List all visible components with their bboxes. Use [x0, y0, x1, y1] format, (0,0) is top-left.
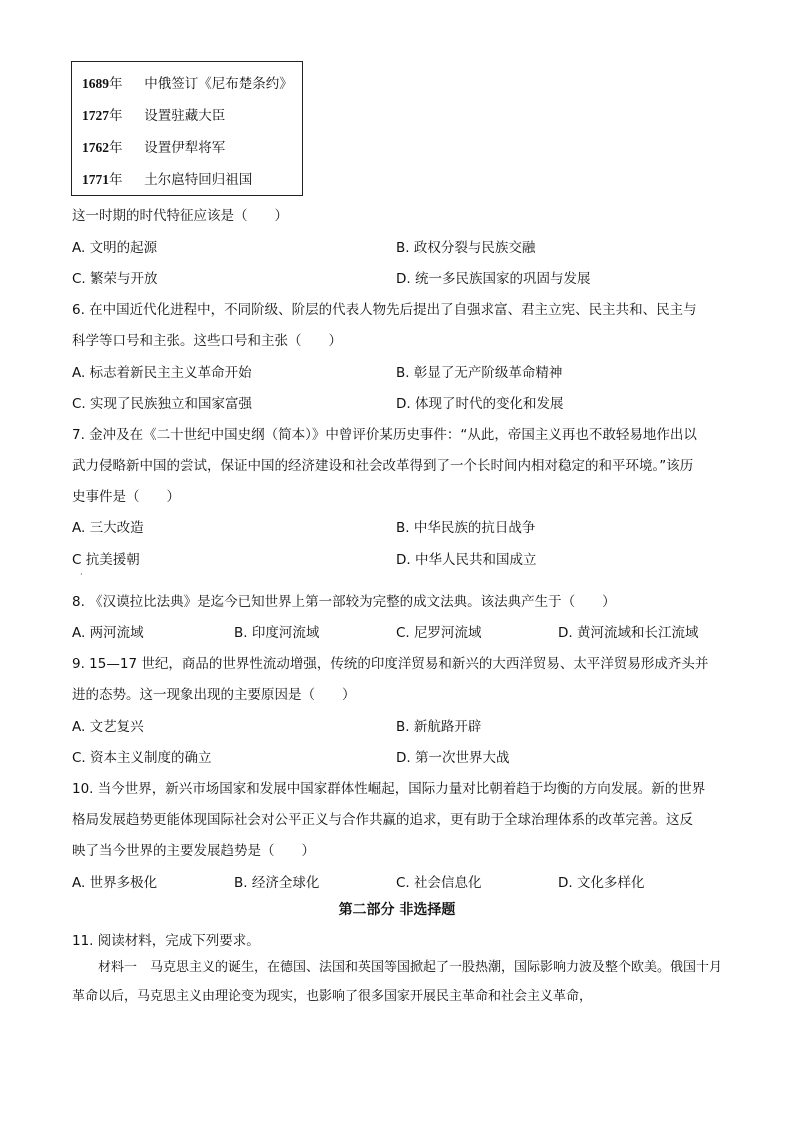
q7-stem-line: 武力侵略新中国的尝试，保证中国的经济建设和社会改革得到了一个长时间内相对稳定的和平环境。”该历: [72, 458, 694, 474]
q9-option-b: B. 新航路开辟: [396, 719, 482, 735]
timeline-event: 中俄签订《尼布楚条约》: [144, 76, 293, 92]
q8-stem: 8. 《汉谟拉比法典》是迄今已知世界上第一部较为完整的成文法典。该法典产生于（ ）: [72, 594, 616, 610]
q5-option-b: B. 政权分裂与民族交融: [396, 240, 536, 256]
q6-stem-line: 科学等口号和主张。这些口号和主张（ ）: [72, 333, 342, 349]
q6-option-d: D. 体现了时代的变化和发展: [396, 396, 564, 412]
q6-option-a: A. 标志着新民主主义革命开始: [72, 365, 252, 381]
q8-option-d: D. 黄河流域和长江流域: [558, 625, 699, 641]
q10-stem-line: 格局发展趋势更能体现国际社会对公平正义与合作共赢的追求，更有助于全球治理体系的改革完善。这反: [72, 812, 693, 828]
timeline-row: [82, 72, 293, 92]
q10-option-c: C. 社会信息化: [396, 875, 482, 891]
timeline-table: [71, 61, 303, 196]
timeline-year: 1762年: [82, 140, 123, 156]
timeline-row: [82, 168, 252, 188]
timeline-event: 土尔扈特回归祖国: [144, 172, 253, 188]
stray-dot-mark: ·: [80, 570, 83, 579]
q11-material-one: 材料一 马克思主义的诞生，在德国、法国和英国等国掀起了一股热潮，国际影响力波及整个欧美。俄国十月革命以后，马克思主义由理论变为现实，也影响了很多国家开展民主革命和社会主义革命，: [72, 960, 723, 1004]
q9-stem-line: 进的态势。这一现象出现的主要原因是（ ）: [72, 687, 356, 703]
q7-option-b: B. 中华民族的抗日战争: [396, 520, 536, 536]
q9-option-a: A. 文艺复兴: [72, 719, 144, 735]
timeline-year: 1727年: [82, 108, 123, 124]
q9-option-c: C. 资本主义制度的确立: [72, 750, 212, 766]
timeline-year: 1771年: [82, 172, 123, 188]
q10-option-a: A. 世界多极化: [72, 875, 158, 891]
section-title: 第二部分 非选择题: [338, 902, 456, 918]
timeline-row: [82, 136, 225, 156]
q10-stem-line: 映了当今世界的主要发展趋势是（ ）: [72, 843, 315, 859]
q11-stem: 11. 阅读材料，完成下列要求。: [72, 933, 260, 949]
q8-option-b: B. 印度河流域: [234, 625, 320, 641]
q5-option-d: D. 统一多民族国家的巩固与发展: [396, 271, 591, 287]
q6-option-b: B. 彰显了无产阶级革命精神: [396, 365, 563, 381]
q9-option-d: D. 第一次世界大战: [396, 750, 510, 766]
q10-stem-line: 10. 当今世界，新兴市场国家和发展中国家群体性崛起，国际力量对比朝着趋于均衡的方向发展。新的世界: [72, 781, 706, 797]
q7-stem-line: 史事件是（ ）: [72, 489, 180, 505]
q6-stem-line: 6. 在中国近代化进程中，不同阶级、阶层的代表人物先后提出了自强求富、君主立宪、民主共和、民主与: [72, 302, 697, 318]
q5-option-c: C. 繁荣与开放: [72, 271, 158, 287]
q5-stem: 这一时期的时代特征应该是（ ）: [72, 208, 288, 224]
q9-stem-line: 9. 15—17 世纪，商品的世界性流动增强，传统的印度洋贸易和新兴的大西洋贸易、太平洋贸易形成齐头并: [72, 656, 709, 672]
timeline-event: 设置驻藏大臣: [144, 108, 226, 124]
q8-option-a: A. 两河流域: [72, 625, 144, 641]
q10-option-d: D. 文化多样化: [558, 875, 645, 891]
q7-stem-line: 7. 金冲及在《二十世纪中国史纲（简本）》中曾评价某历史事件：“从此，帝国主义再也不敢轻易地作出以: [72, 427, 697, 443]
q7-option-a: A. 三大改造: [72, 520, 144, 536]
timeline-year: 1689年: [82, 76, 123, 92]
q5-option-a: A. 文明的起源: [72, 240, 158, 256]
q10-option-b: B. 经济全球化: [234, 875, 320, 891]
q7-option-c: C 抗美援朝: [72, 552, 140, 568]
q6-option-c: C. 实现了民族独立和国家富强: [72, 396, 253, 412]
q7-option-d: D. 中华人民共和国成立: [396, 552, 537, 568]
q8-option-c: C. 尼罗河流域: [396, 625, 482, 641]
timeline-row: [82, 104, 225, 124]
timeline-event: 设置伊犁将军: [144, 140, 226, 156]
